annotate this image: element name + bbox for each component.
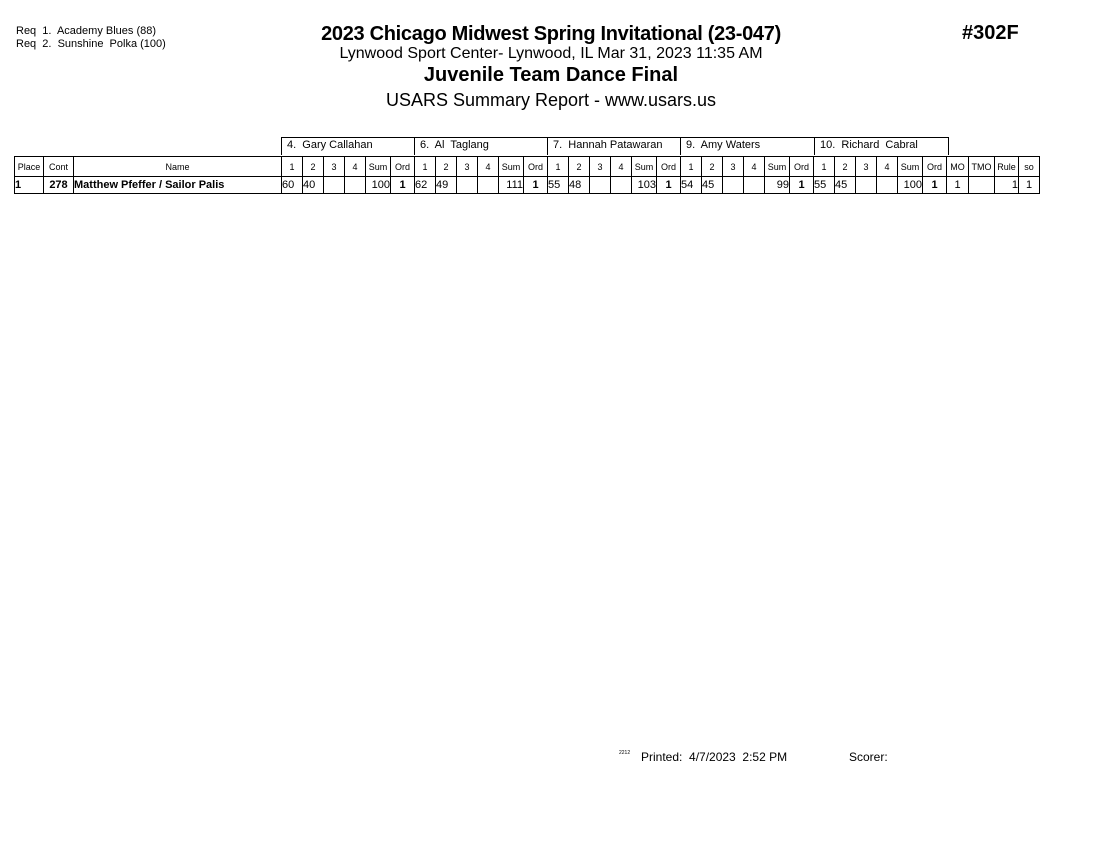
col-j3-sum: Sum: [632, 157, 657, 177]
j4-score-4: [744, 177, 765, 194]
row-mo: 1: [947, 177, 969, 194]
j2-sum: 111: [499, 177, 524, 194]
judge-name-5: 10. Richard Cabral: [814, 137, 948, 155]
venue-line: Lynwood Sport Center- Lynwood, IL Mar 31, 2023 11:35 AM: [339, 45, 763, 62]
col-rule: Rule: [995, 157, 1019, 177]
j4-sum: 99: [765, 177, 790, 194]
j2-score-3: [457, 177, 478, 194]
judge-name-1: 4. Gary Callahan: [281, 137, 414, 155]
row-cont: 278: [44, 177, 74, 194]
j2-score-4: [478, 177, 499, 194]
col-j1-2: 2: [303, 157, 324, 177]
scorer-label: Scorer:: [849, 750, 888, 764]
col-j3-3: 3: [590, 157, 611, 177]
row-name: Matthew Pfeffer / Sailor Palis: [74, 177, 282, 194]
j4-score-3: [723, 177, 744, 194]
j3-score-3: [590, 177, 611, 194]
j1-score-2: 40: [303, 177, 324, 194]
j4-score-1: 54: [681, 177, 702, 194]
j1-score-3: [324, 177, 345, 194]
col-j2-3: 3: [457, 157, 478, 177]
judge-name-2: 6. Al Taglang: [414, 137, 547, 155]
col-j5-2: 2: [835, 157, 856, 177]
j1-sum: 100: [366, 177, 391, 194]
j5-score-1: 55: [814, 177, 835, 194]
j4-ord: 1: [790, 177, 814, 194]
judge-name-3: 7. Hannah Patawaran: [547, 137, 680, 155]
j2-score-2: 49: [436, 177, 457, 194]
col-j4-3: 3: [723, 157, 744, 177]
col-j2-2: 2: [436, 157, 457, 177]
col-name: Name: [74, 157, 282, 177]
row-tmo: [969, 177, 995, 194]
col-j4-4: 4: [744, 157, 765, 177]
col-j5-4: 4: [877, 157, 898, 177]
col-j3-2: 2: [569, 157, 590, 177]
footer-code: 2212: [619, 750, 631, 756]
col-j3-1: 1: [548, 157, 569, 177]
col-j1-sum: Sum: [366, 157, 391, 177]
request-1: Req 1. Academy Blues (88): [16, 25, 157, 37]
col-mo: MO: [947, 157, 969, 177]
column-header-row: [15, 157, 1040, 177]
col-j1-ord: Ord: [391, 157, 415, 177]
row-rule: 1: [995, 177, 1019, 194]
j3-sum: 103: [632, 177, 657, 194]
j5-score-2: 45: [835, 177, 856, 194]
col-j1-3: 3: [324, 157, 345, 177]
request-2: Req 2. Sunshine Polka (100): [16, 38, 166, 50]
col-j2-ord: Ord: [524, 157, 548, 177]
report-name: USARS Summary Report - www.usars.us: [385, 90, 717, 110]
judge-header-row: [0, 137, 1100, 156]
col-tmo: TMO: [969, 157, 995, 177]
j5-ord: 1: [923, 177, 947, 194]
col-j5-1: 1: [814, 157, 835, 177]
judge-header-end: [948, 137, 949, 155]
col-place: Place: [15, 157, 44, 177]
col-j3-ord: Ord: [657, 157, 681, 177]
col-j4-2: 2: [702, 157, 723, 177]
col-j2-1: 1: [415, 157, 436, 177]
col-j5-3: 3: [856, 157, 877, 177]
printed-timestamp: Printed: 4/7/2023 2:52 PM: [641, 750, 788, 764]
col-cont: Cont: [44, 157, 74, 177]
col-j5-sum: Sum: [898, 157, 923, 177]
j5-score-4: [877, 177, 898, 194]
col-j4-sum: Sum: [765, 157, 790, 177]
j3-score-2: 48: [569, 177, 590, 194]
j2-ord: 1: [524, 177, 548, 194]
j2-score-1: 62: [415, 177, 436, 194]
col-j4-ord: Ord: [790, 157, 814, 177]
col-j1-4: 4: [345, 157, 366, 177]
row-so: 1: [1019, 177, 1040, 194]
j1-score-1: 60: [282, 177, 303, 194]
col-j4-1: 1: [681, 157, 702, 177]
j5-sum: 100: [898, 177, 923, 194]
col-so: so: [1019, 157, 1040, 177]
col-j2-4: 4: [478, 157, 499, 177]
j1-score-4: [345, 177, 366, 194]
col-j1-1: 1: [282, 157, 303, 177]
table-row: [15, 177, 1040, 194]
j4-score-2: 45: [702, 177, 723, 194]
col-j2-sum: Sum: [499, 157, 524, 177]
judge-name-4: 9. Amy Waters: [680, 137, 814, 155]
j3-score-4: [611, 177, 632, 194]
j1-ord: 1: [391, 177, 415, 194]
event-name: Juvenile Team Dance Final: [423, 64, 679, 86]
j3-ord: 1: [657, 177, 681, 194]
competition-title: 2023 Chicago Midwest Spring Invitational (23-047): [321, 23, 781, 45]
row-place: 1: [15, 177, 44, 194]
j5-score-3: [856, 177, 877, 194]
j3-score-1: 55: [548, 177, 569, 194]
event-code: #302F: [962, 22, 1019, 44]
col-j5-ord: Ord: [923, 157, 947, 177]
results-table: [14, 156, 1040, 194]
col-j3-4: 4: [611, 157, 632, 177]
